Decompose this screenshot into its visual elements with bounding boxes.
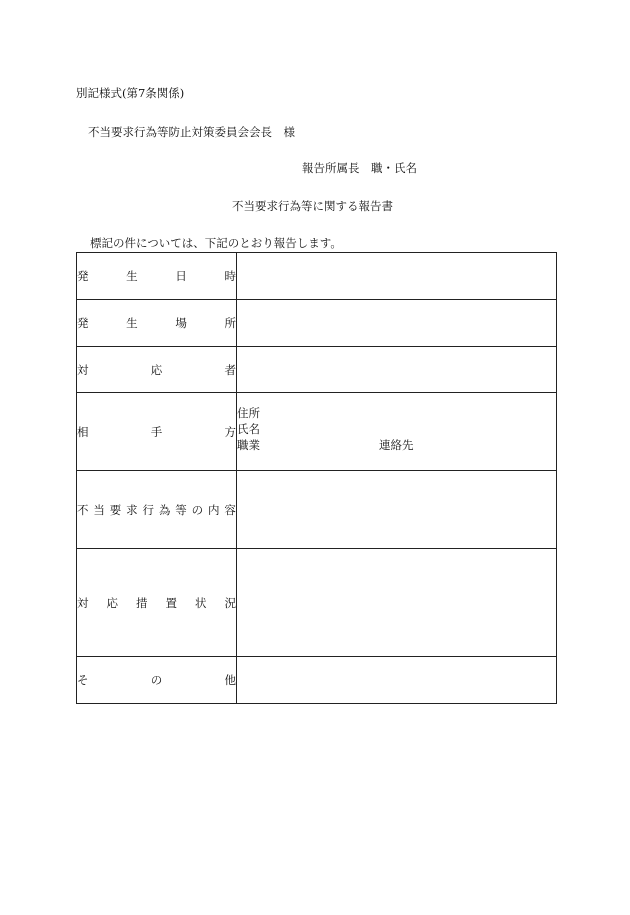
row-response-measures — [77, 549, 557, 657]
label-char: 等 — [175, 502, 187, 517]
label-char: 日 — [175, 269, 187, 283]
addressee: 不当要求行為等防止対策委員会会長 様 — [88, 125, 295, 139]
value-responder[interactable] — [237, 347, 557, 393]
label-char: 発 — [77, 316, 89, 330]
label-char: 手 — [150, 424, 163, 439]
value-other[interactable] — [237, 657, 557, 704]
label-char: 生 — [126, 316, 138, 330]
address-label: 住所 — [237, 405, 260, 420]
label-char: 他 — [224, 673, 236, 687]
label-char: 発 — [77, 269, 89, 283]
value-improper-demand-details[interactable] — [237, 471, 557, 549]
contact-label: 連絡先 — [379, 437, 414, 452]
label-char: 内 — [208, 502, 220, 517]
value-occurrence-place[interactable] — [237, 300, 557, 347]
label-char: の — [191, 502, 204, 517]
label-improper-demand-details — [77, 471, 237, 549]
label-char: 場 — [175, 316, 187, 330]
label-char: の — [150, 673, 163, 687]
label-char: 者 — [224, 362, 236, 377]
label-char: 行 — [142, 502, 154, 517]
occupation-label: 職業 — [237, 437, 260, 452]
label-char: 不 — [77, 502, 89, 517]
label-char: 相 — [77, 424, 89, 439]
label-occurrence-place — [77, 300, 237, 347]
label-char: 方 — [224, 424, 236, 439]
value-occurrence-datetime[interactable] — [237, 253, 557, 300]
label-char: 置 — [165, 595, 177, 610]
label-responder — [77, 347, 237, 393]
label-char: 対 — [77, 595, 89, 610]
row-other-party — [77, 393, 557, 471]
label-char: 況 — [224, 595, 236, 610]
value-other-party[interactable] — [237, 393, 557, 471]
label-char: そ — [77, 673, 89, 687]
name-label: 氏名 — [237, 421, 260, 436]
row-other — [77, 657, 557, 704]
label-char: 状 — [195, 595, 207, 610]
row-improper-demand-details — [77, 471, 557, 549]
row-occurrence-datetime — [77, 253, 557, 300]
label-char: 生 — [126, 269, 138, 283]
row-responder — [77, 347, 557, 393]
label-char: 時 — [224, 269, 236, 283]
value-response-measures[interactable] — [237, 549, 557, 657]
reporter-line: 報告所属長 職・氏名 — [302, 161, 417, 175]
label-other-party — [77, 393, 237, 471]
label-char: 当 — [93, 502, 105, 517]
label-char: 応 — [150, 362, 163, 377]
report-table — [76, 252, 557, 704]
form-label: 別記様式(第7条関係) — [76, 86, 185, 100]
label-char: 応 — [106, 595, 118, 610]
label-char: 要 — [109, 502, 122, 517]
label-response-measures — [77, 549, 237, 657]
document-title: 不当要求行為等に関する報告書 — [232, 199, 393, 213]
label-char: 対 — [77, 362, 89, 377]
occupation-contact-line — [237, 437, 556, 453]
label-other — [77, 657, 237, 704]
label-char: 措 — [136, 595, 148, 610]
label-char: 求 — [126, 502, 138, 517]
row-occurrence-place — [77, 300, 557, 347]
label-char: 為 — [158, 502, 171, 517]
label-char: 容 — [224, 502, 236, 517]
label-occurrence-datetime — [77, 253, 237, 300]
label-char: 所 — [224, 316, 236, 330]
intro-text: 標記の件については、下記のとおり報告します。 — [90, 236, 342, 250]
